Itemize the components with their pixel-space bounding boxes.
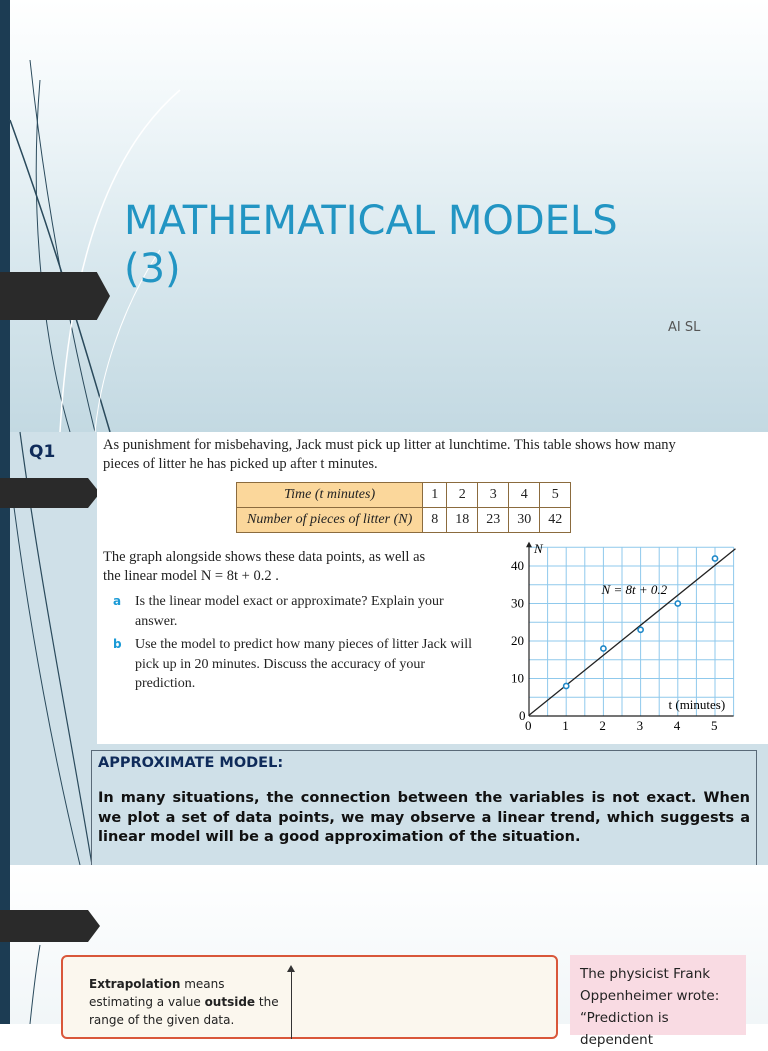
quote-intro: The physicist Frank Oppenheimer wrote: bbox=[580, 966, 720, 1004]
x-tick-label: 4 bbox=[673, 718, 681, 733]
model-label: N = 8t + 0.2 bbox=[601, 582, 668, 598]
axis-arrow-icon bbox=[291, 969, 292, 1039]
y-axis-arrow-icon bbox=[526, 542, 532, 548]
x-tick-label: 5 bbox=[711, 718, 718, 733]
question-b-marker: b bbox=[113, 637, 122, 651]
slide-tag-shape bbox=[0, 910, 100, 942]
table-cell: 8 bbox=[423, 508, 447, 533]
data-point bbox=[564, 683, 569, 688]
extrapolation-outside: outside bbox=[204, 995, 256, 1009]
extrapolation-term: Extrapolation bbox=[89, 977, 181, 991]
extrapolation-text bbox=[89, 975, 279, 1029]
table-cell: 18 bbox=[447, 508, 478, 533]
definition-heading: APPROXIMATE MODEL: bbox=[98, 755, 284, 771]
page-title bbox=[124, 197, 724, 293]
title-slide bbox=[0, 0, 768, 432]
table-cell: 3 bbox=[478, 483, 509, 508]
graph-text-line-1: The graph alongside shows these data points, as well as bbox=[103, 549, 426, 565]
subtitle: AI SL bbox=[668, 320, 701, 335]
quote-card bbox=[570, 955, 746, 1048]
intro-text bbox=[103, 436, 763, 474]
extrapolation-text-2: the range of the given data. bbox=[89, 995, 279, 1027]
definition-box bbox=[91, 750, 757, 880]
x-tick-label: 0 bbox=[525, 718, 532, 733]
model-line bbox=[529, 549, 735, 716]
table-cell: 4 bbox=[509, 483, 540, 508]
graph-text-line-2: the linear model N = 8t + 0.2 . bbox=[103, 568, 279, 584]
extrapolation-card bbox=[61, 955, 558, 1039]
definition-body: In many situations, the connection between the variables is not exact. When we plot a set of data points, we may observe a linear trend, which suggests a linear model will be a good approximation of the situation. bbox=[98, 790, 750, 845]
x-axis-label: t (minutes) bbox=[668, 697, 726, 712]
data-table bbox=[236, 482, 571, 533]
question-label: Q1 bbox=[29, 442, 56, 462]
graph-description bbox=[103, 548, 493, 586]
y-tick-label: 10 bbox=[511, 670, 524, 686]
quote-start: “Prediction is dependent bbox=[580, 1010, 669, 1048]
table-cell: 1 bbox=[423, 483, 447, 508]
table-cell: 23 bbox=[478, 508, 509, 533]
x-tick-label: 3 bbox=[636, 718, 644, 733]
x-tick-label: 2 bbox=[599, 718, 606, 733]
title-line-2: (3) bbox=[124, 246, 181, 292]
table-row bbox=[237, 483, 571, 508]
question-b-text: Use the model to predict how many pieces of litter Jack will pick up in 20 minutes. Discuss the accuracy of your prediction. bbox=[135, 637, 473, 691]
y-tick-label: 30 bbox=[511, 595, 524, 611]
quote-text bbox=[580, 963, 745, 1051]
question-a-text: Is the linear model exact or approximate? Explain your answer. bbox=[135, 594, 444, 629]
data-point bbox=[601, 646, 606, 651]
data-point bbox=[638, 627, 643, 632]
question-card bbox=[97, 432, 768, 744]
extrapolation-slide bbox=[0, 865, 768, 1048]
table-cell: 5 bbox=[540, 483, 571, 508]
y-tick-label: 40 bbox=[511, 558, 524, 573]
y-axis-label: N bbox=[534, 541, 543, 556]
extrapolation-text-1: means estimating a value bbox=[89, 977, 225, 1009]
table-cell: 42 bbox=[540, 508, 571, 533]
y-tick-label: 0 bbox=[519, 708, 526, 723]
y-tick-label: 20 bbox=[511, 633, 524, 648]
table-cell: 30 bbox=[509, 508, 540, 533]
table-row bbox=[237, 508, 571, 533]
intro-line-1: As punishment for misbehaving, Jack must pick up litter at lunchtime. This table shows how many bbox=[103, 437, 676, 453]
question-a-marker: a bbox=[113, 594, 122, 608]
data-point bbox=[675, 601, 680, 606]
intro-line-2: pieces of litter he has picked up after t minutes. bbox=[103, 456, 378, 472]
table-header: Number of pieces of litter (N) bbox=[237, 508, 423, 533]
x-tick-label: 1 bbox=[562, 718, 569, 733]
data-point bbox=[712, 556, 717, 561]
slide-tag-shape bbox=[0, 478, 100, 508]
question-slide bbox=[0, 432, 768, 865]
title-line-1: MATHEMATICAL MODELS bbox=[124, 198, 618, 244]
table-cell: 2 bbox=[447, 483, 478, 508]
litter-graph bbox=[495, 541, 745, 740]
table-header: Time (t minutes) bbox=[237, 483, 423, 508]
slide-tag-shape bbox=[0, 272, 110, 320]
